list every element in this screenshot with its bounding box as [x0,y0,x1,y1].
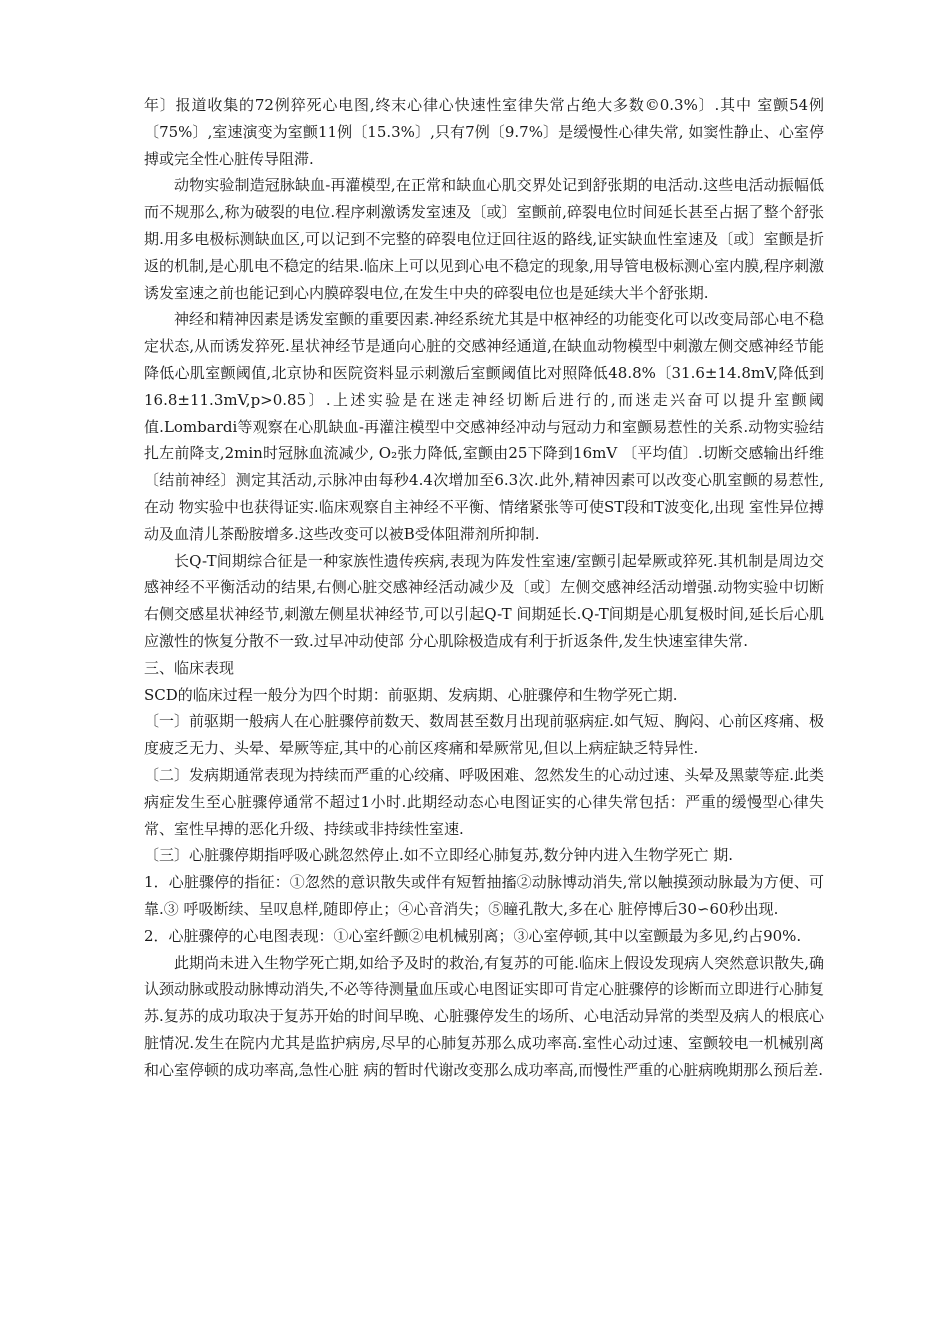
paragraph-neural-factors: 神经和精神因素是诱发室颤的重要因素.神经系统尤其是中枢神经的功能变化可以改变局部心电不稳定状态,从而诱发猝死.星状神经节是通向心脏的交感神经通道,在缺血动物模型中刺激左侧交感神经节能降低心肌室颤阈值,北京协和医院资料显示刺激后室颤阈值比对照降低48.8%〔31.6±14.8mV,降低到16.8±11.3mV,p>0.85〕.上述实验是在迷走神经切断后进行的,而迷走兴奋可以提升室颤阈值.Lombardi等观察在心肌缺血-再灌注模型中交感神经冲动与冠动力和室颤易惹性的关系.动物实验结扎左前降支,2min时冠脉血流减少, O₂张力降低,室颤由25下降到16mV 〔平均值〕.切断交感输出纤维〔结前神经〕测定其活动,示脉冲由每秒4.4次增加至6.3次.此外,精神因素可以改变心肌室颤的易惹性,在动 物实验中也获得证实.临床观察自主神经不平衡、情绪紧张等可使ST段和T波变化,出现 室性异位搏动及血清儿茶酚胺增多.这些改变可以被B受体阻滞剂所抑制. [144,310,824,543]
paragraph-animal-experiment: 动物实验制造冠脉缺血-再灌模型,在正常和缺血心肌交界处记到舒张期的电活动.这些电活动振幅低而不规那么,称为破裂的电位.程序刺激诱发室速及〔或〕室颤前,碎裂电位时间延长甚至占据了整个舒张期.用多电极标测缺血区,可以记到不完整的碎裂电位迂回往返的路线,证实缺血性室速及〔或〕室颤是折返的机制,是心肌电不稳定的结果.临床上可以见到心电不稳定的现象,用导管电极标测心室内膜,程序刺激诱发室速之前也能记到心内膜碎裂电位,在发生中央的碎裂电位也是延续大半个舒张期. [144,176,824,302]
document-page [144,92,824,1083]
paragraph-long-qt: 长Q-T间期综合征是一种家族性遗传疾病,表现为阵发性室速/室颤引起晕厥或猝死.其机制是周边交感神经不平衡活动的结果,右侧心脏交感神经活动减少及〔或〕左侧交感神经活动增强.动物实验中切断右侧交感星状神经节,刺激左侧星状神经节,可以引起Q-T 间期延长.Q-T间期是心肌复极时间,延长后心肌应激性的恢复分散不一致.过早冲动使部 分心肌除极造成有利于折返条件,发生快速室律失常. [144,551,824,650]
paragraph-closing: 此期尚未进入生物学死亡期,如给予及时的救治,有复苏的可能.临床上假设发现病人突然意识散失,确认颈动脉或股动脉博动消失,不必等待测量血压或心电图证实即可肯定心脏骤停的诊断而立即进行心肺复苏.复苏的成功取决于复苏开始的时间早晚、心脏骤停发生的场所、心电活动异常的类型及病人的根底心脏情况.发生在院内尤其是监护病房,尽早的心肺复苏那么成功率高.室性心动过速、室颤较电一机械别离和心室停顿的成功率高,急性心脏 病的暂时代谢改变那么成功率高,而慢性严重的心脏病晚期那么预后差. [144,953,824,1079]
section-intro: SCD的临床过程一般分为四个时期：前驱期、发病期、心脏骤停和生物学死亡期. [144,685,678,704]
paragraph-continuation: 年〕报道收集的72例猝死心电图,终末心律心快速性室律失常占绝大多数©0.3%〕.其中 室颤54例〔75%〕,室速演变为室颤11例〔15.3%〕,只有7例〔9.7%〕是缓慢性心律失常, 如窦性静止、心室停搏或完全性心脏传导阻滞. [144,96,824,168]
list-item-onset: 〔二〕发病期通常表现为持续而严重的心绞痛、呼吸困难、忽然发生的心动过速、头晕及黑蒙等症.此类病症发生至心脏骤停通常不超过1小时.此期经动态心电图证实的心律失常包括：严重的缓慢型心律失常、室性早搏的恶化升级、持续或非持续性室速. [144,765,824,838]
list-item-arrest: 〔三〕心脏骤停期指呼吸心跳忽然停止.如不立即经心肺复苏,数分钟内进入生物学死亡 期. [144,846,734,865]
list-item-ecg: 2．心脏骤停的心电图表现：①心室纤颤②电机械别离；③心室停顿,其中以室颤最为多见,约占90%. [144,926,802,945]
list-item-arrest-signs: 1．心脏骤停的指征：①忽然的意识散失或伴有短暂抽搐②动脉博动消失,常以触摸颈动脉最为方便、可靠.③ 呼吸断续、呈叹息样,随即停止；④心音消失；⑤瞳孔散大,多在心 脏停博后30∽60秒出现. [144,873,824,918]
section-heading: 三、临床表现 [144,658,235,677]
list-item-prodromal: 〔一〕前驱期一般病人在心脏骤停前数天、数周甚至数月出现前驱病症.如气短、胸闷、心前区疼痛、极度疲乏无力、头晕、晕厥等症,其中的心前区疼痛和晕厥常见,但以上病症缺乏特异性. [144,712,824,758]
